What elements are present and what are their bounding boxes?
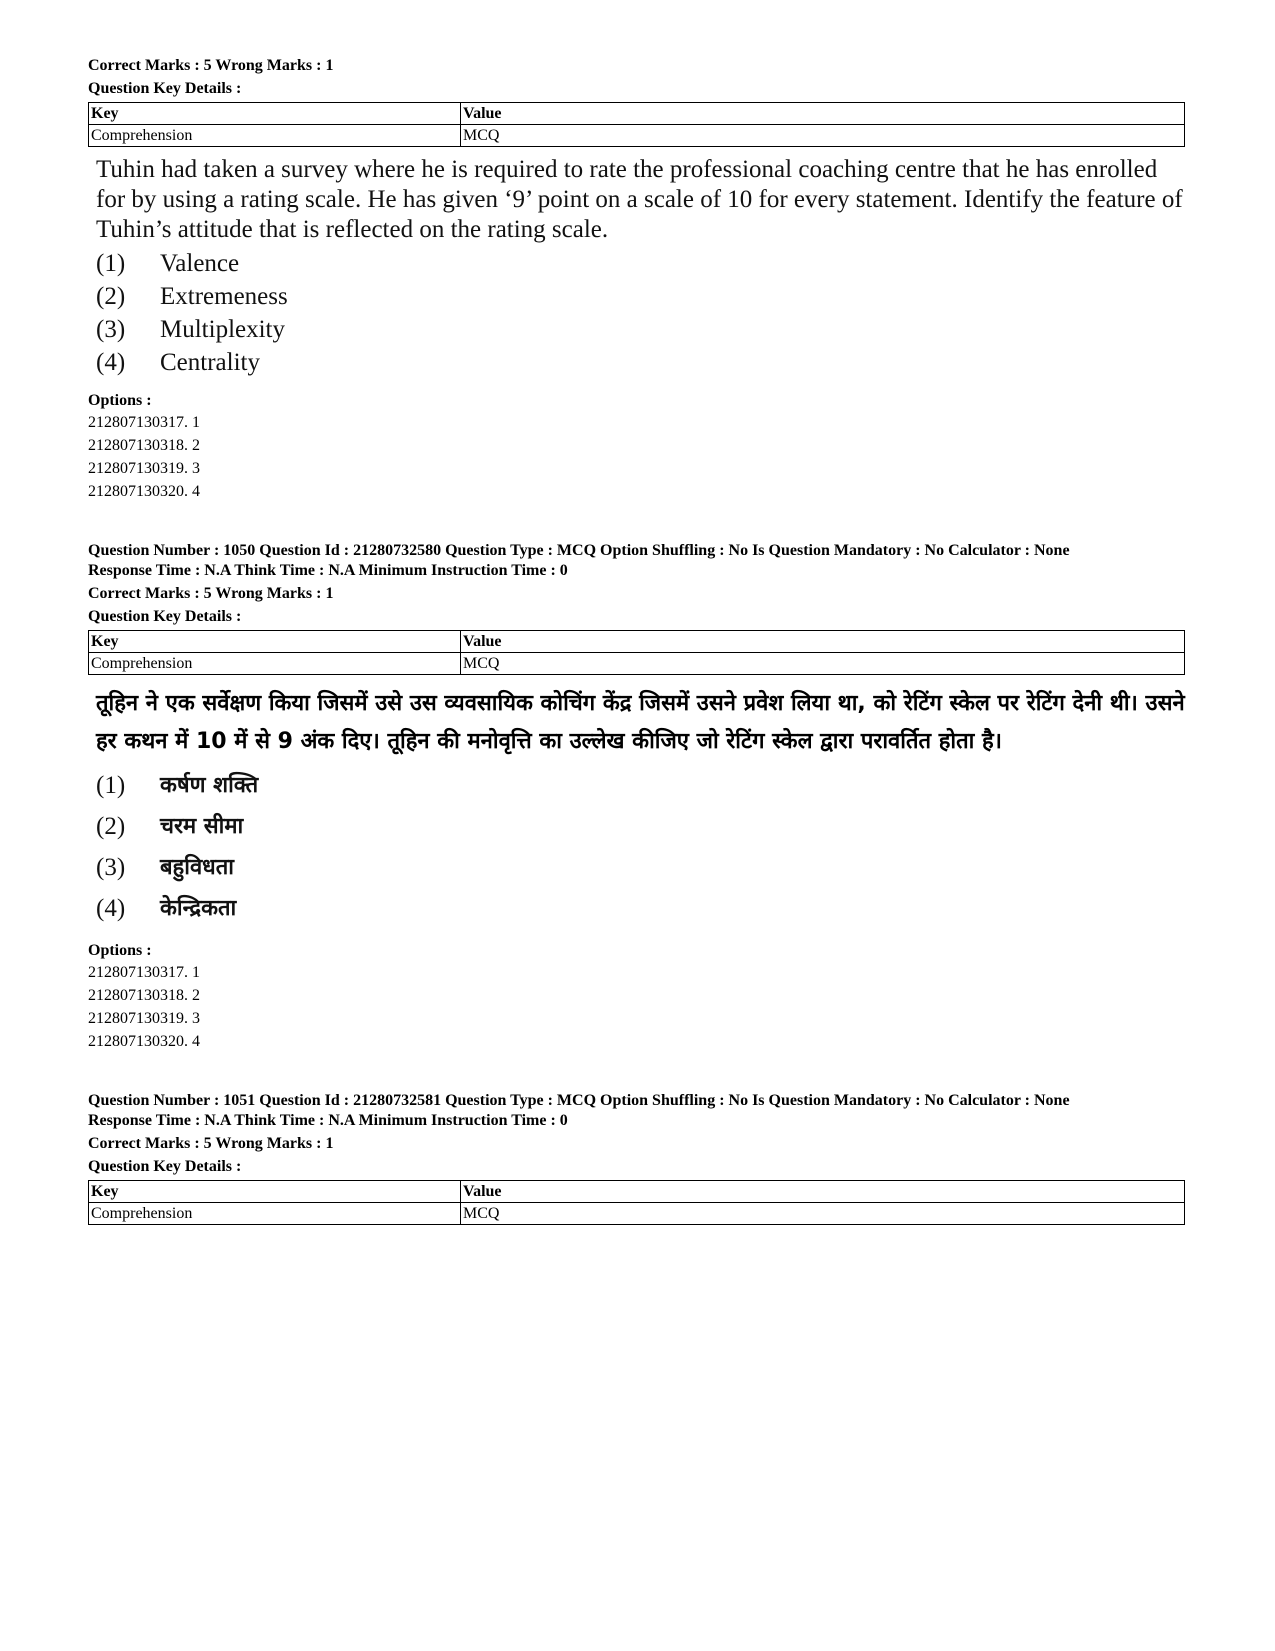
question-key-table bbox=[88, 1180, 1185, 1225]
option-id-list bbox=[88, 961, 1188, 1053]
key-details-label: Question Key Details : bbox=[88, 80, 242, 97]
value-header: Value bbox=[461, 103, 1185, 125]
options-label: Options : bbox=[88, 942, 152, 959]
option-id: 212807130319. 3 bbox=[88, 1010, 200, 1027]
table-row bbox=[89, 1203, 1185, 1225]
option-id: 212807130318. 2 bbox=[88, 987, 200, 1004]
choice-number: (3) bbox=[96, 854, 126, 881]
choice-item bbox=[96, 247, 1188, 280]
option-id: 212807130318. 2 bbox=[88, 437, 200, 454]
marks-line: Correct Marks : 5 Wrong Marks : 1 bbox=[88, 1135, 334, 1152]
key-cell: Comprehension bbox=[89, 125, 461, 147]
question-meta-line: Question Number : 1050 Question Id : 21280732580 Question Type : MCQ Option Shuffling : No Is Question Mandatory : No Calculator : None bbox=[88, 542, 1070, 559]
choice-label: चरम सीमा bbox=[160, 814, 244, 839]
value-header: Value bbox=[461, 631, 1185, 653]
marks-line: Correct Marks : 5 Wrong Marks : 1 bbox=[88, 585, 334, 602]
key-header: Key bbox=[89, 1181, 461, 1203]
choice-label: बहुविधता bbox=[160, 855, 234, 880]
choice-item bbox=[96, 313, 1188, 346]
key-details-label: Question Key Details : bbox=[88, 1158, 242, 1175]
choice-number: (1) bbox=[96, 250, 126, 277]
choice-list bbox=[88, 765, 1188, 929]
choice-label: Valence bbox=[160, 250, 240, 277]
option-id: 212807130319. 3 bbox=[88, 460, 200, 477]
option-id: 212807130320. 4 bbox=[88, 1033, 200, 1050]
question-timing-line: Response Time : N.A Think Time : N.A Minimum Instruction Time : 0 bbox=[88, 1112, 568, 1129]
choice-number: (4) bbox=[96, 895, 126, 922]
key-header: Key bbox=[89, 103, 461, 125]
question-block-1051 bbox=[88, 1091, 1188, 1225]
choice-list bbox=[88, 247, 1188, 379]
choice-number: (2) bbox=[96, 283, 126, 310]
document-page bbox=[88, 56, 1188, 1225]
table-row bbox=[89, 653, 1185, 675]
key-cell: Comprehension bbox=[89, 653, 461, 675]
choice-item bbox=[96, 806, 1188, 847]
value-cell: MCQ bbox=[461, 653, 1185, 675]
question-key-table bbox=[88, 630, 1185, 675]
choice-item bbox=[96, 888, 1188, 929]
table-header-row bbox=[89, 103, 1185, 125]
question-key-table bbox=[88, 102, 1185, 147]
value-cell: MCQ bbox=[461, 1203, 1185, 1225]
choice-item bbox=[96, 847, 1188, 888]
choice-item bbox=[96, 346, 1188, 379]
choice-label: Multiplexity bbox=[160, 316, 285, 343]
table-header-row bbox=[89, 631, 1185, 653]
value-header: Value bbox=[461, 1181, 1185, 1203]
table-header-row bbox=[89, 1181, 1185, 1203]
choice-number: (4) bbox=[96, 349, 126, 376]
question-text-english: Tuhin had taken a survey where he is required to rate the professional coaching centre that he has enrolled for by using a rating scale. He has given ‘9’ point on a scale of 10 for every statement. Identify the feature of Tuhin’s attitude that is reflected on the rating scale. bbox=[96, 156, 1183, 243]
key-details-label: Question Key Details : bbox=[88, 608, 242, 625]
choice-number: (3) bbox=[96, 316, 126, 343]
choice-label: कर्षण शक्ति bbox=[160, 773, 259, 798]
key-cell: Comprehension bbox=[89, 1203, 461, 1225]
choice-item bbox=[96, 765, 1188, 806]
question-block-1049 bbox=[88, 56, 1188, 503]
choice-number: (1) bbox=[96, 772, 126, 799]
key-header: Key bbox=[89, 631, 461, 653]
option-id: 212807130320. 4 bbox=[88, 483, 200, 500]
choice-label: Extremeness bbox=[160, 283, 288, 310]
options-label: Options : bbox=[88, 392, 152, 409]
table-row bbox=[89, 125, 1185, 147]
question-timing-line: Response Time : N.A Think Time : N.A Minimum Instruction Time : 0 bbox=[88, 562, 568, 579]
question-text-hindi: तूहिन ने एक सर्वेक्षण किया जिसमें उसे उस व्यवसायिक कोचिंग केंद्र जिसमें उसने प्रवेश लिया था, को रेटिंग स्केल पर रेटिंग देनी थी। उसने हर कथन में 10 में से 9 अंक दिए। तूहिन की मनोवृत्ति का उल्लेख कीजिए जो रेटिंग स्केल द्वारा परावर्तित होता है। bbox=[96, 691, 1185, 754]
option-id: 212807130317. 1 bbox=[88, 414, 200, 431]
choice-label: केन्द्रिकता bbox=[160, 896, 237, 921]
choice-number: (2) bbox=[96, 813, 126, 840]
question-block-1050 bbox=[88, 541, 1188, 1053]
option-id-list bbox=[88, 411, 1188, 503]
choice-item bbox=[96, 280, 1188, 313]
choice-label: Centrality bbox=[160, 349, 260, 376]
value-cell: MCQ bbox=[461, 125, 1185, 147]
marks-line: Correct Marks : 5 Wrong Marks : 1 bbox=[88, 57, 334, 74]
question-meta-line: Question Number : 1051 Question Id : 21280732581 Question Type : MCQ Option Shuffling : No Is Question Mandatory : No Calculator : None bbox=[88, 1092, 1070, 1109]
option-id: 212807130317. 1 bbox=[88, 964, 200, 981]
